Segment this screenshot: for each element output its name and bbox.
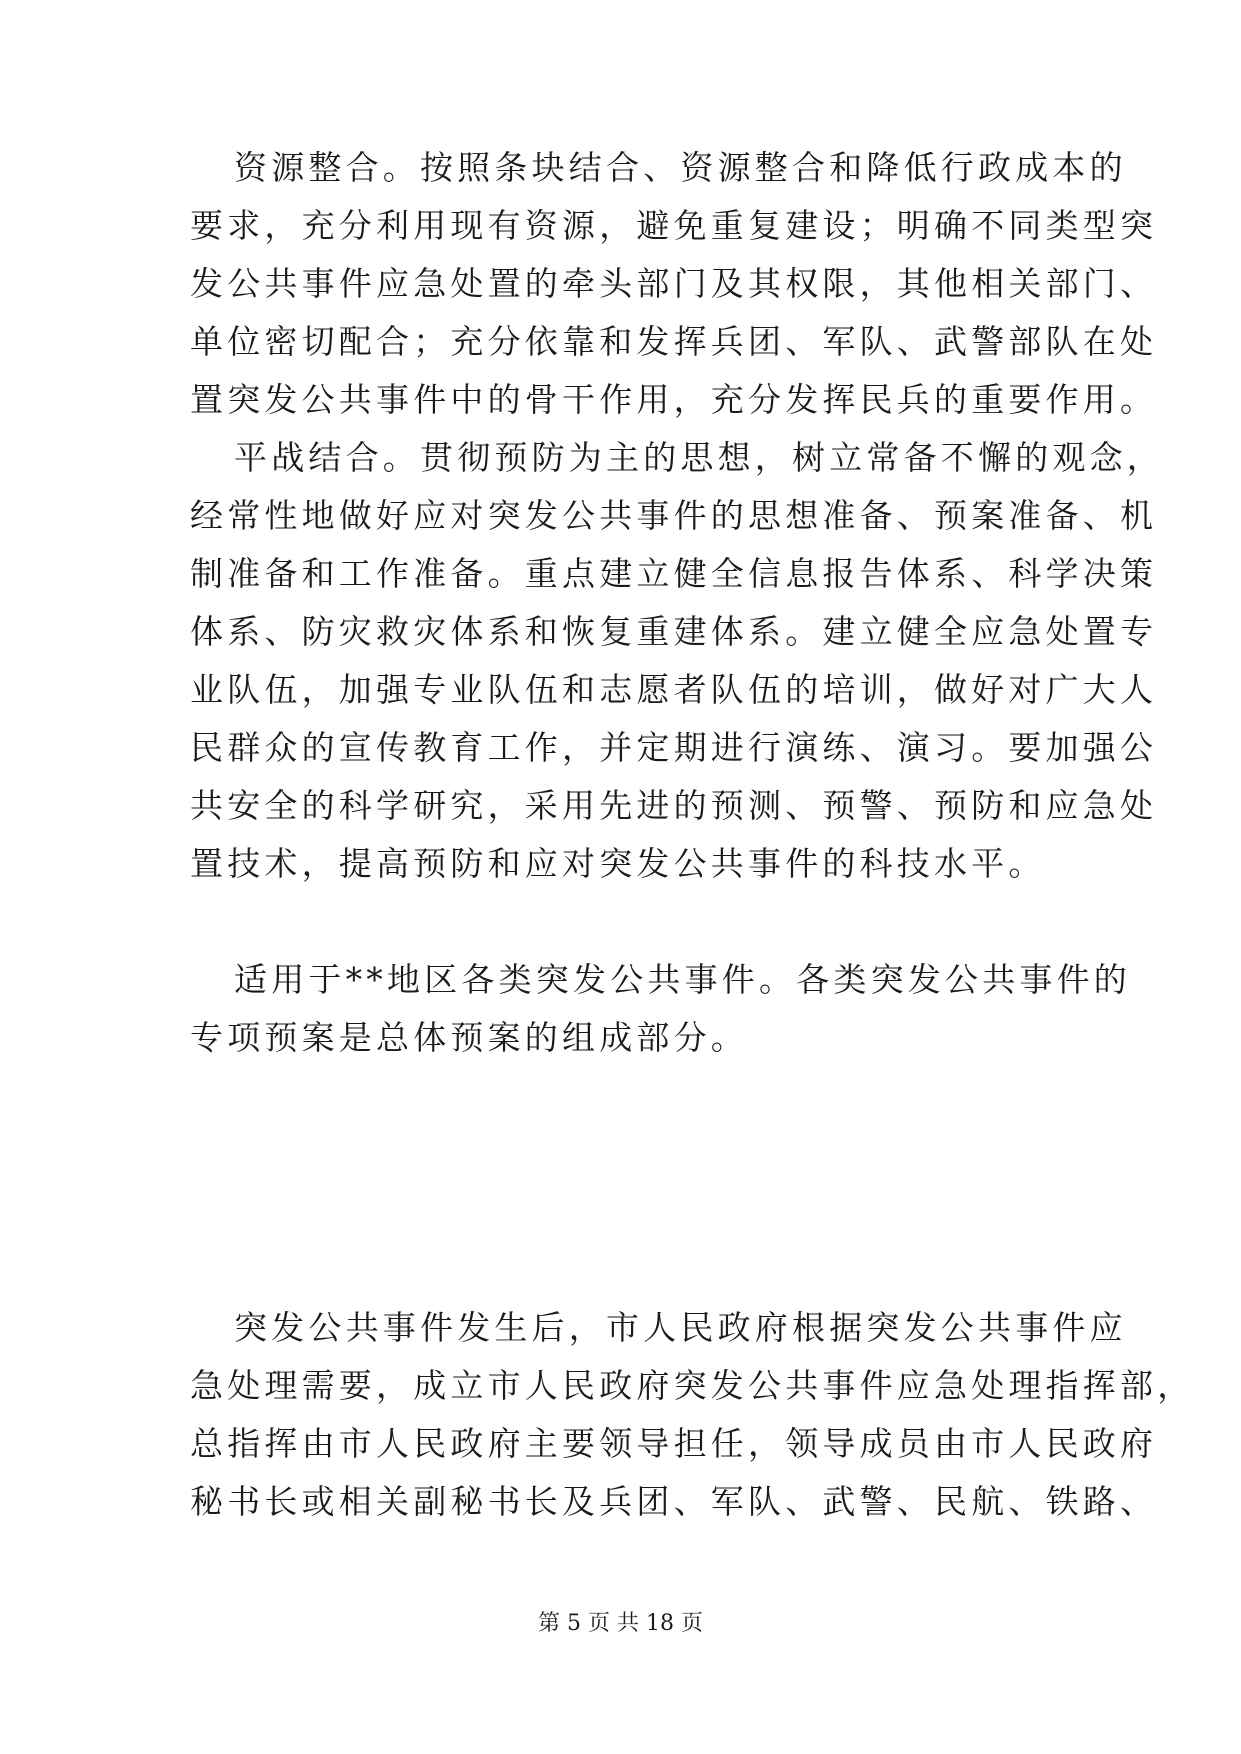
paragraph-line: 体系、防灾救灾体系和恢复重建体系。建立健全应急处置专 bbox=[190, 612, 1158, 651]
paragraph-line: 资源整合。按照条块结合、资源整合和降低行政成本的 bbox=[234, 148, 1127, 187]
paragraph-line: 要求，充分利用现有资源，避免重复建设；明确不同类型突 bbox=[190, 206, 1158, 245]
paragraph-line: 专项预案是总体预案的组成部分。 bbox=[190, 1018, 748, 1057]
paragraph-line: 民群众的宣传教育工作，并定期进行演练、演习。要加强公 bbox=[190, 728, 1158, 767]
page-footer: 第 5 页 共 18 页 bbox=[538, 1611, 703, 1636]
paragraph-line: 单位密切配合；充分依靠和发挥兵团、军队、武警部队在处 bbox=[190, 322, 1158, 361]
paragraph-line: 秘书长或相关副秘书长及兵团、军队、武警、民航、铁路、 bbox=[190, 1482, 1158, 1521]
paragraph-line: 总指挥由市人民政府主要领导担任，领导成员由市人民政府 bbox=[190, 1424, 1158, 1463]
paragraph-line: 发公共事件应急处置的牵头部门及其权限，其他相关部门、 bbox=[190, 264, 1158, 303]
paragraph-line: 经常性地做好应对突发公共事件的思想准备、预案准备、机 bbox=[190, 496, 1158, 535]
paragraph-line: 平战结合。贯彻预防为主的思想，树立常备不懈的观念， bbox=[234, 438, 1164, 477]
paragraph-line: 适用于**地区各类突发公共事件。各类突发公共事件的 bbox=[234, 960, 1131, 999]
paragraph-line: 制准备和工作准备。重点建立健全信息报告体系、科学决策 bbox=[190, 554, 1158, 593]
paragraph-line: 突发公共事件发生后，市人民政府根据突发公共事件应 bbox=[234, 1308, 1127, 1347]
paragraph-line: 共安全的科学研究，采用先进的预测、预警、预防和应急处 bbox=[190, 786, 1158, 825]
paragraph-line: 置技术，提高预防和应对突发公共事件的科技水平。 bbox=[190, 844, 1046, 883]
paragraph-line: 置突发公共事件中的骨干作用，充分发挥民兵的重要作用。 bbox=[190, 380, 1158, 419]
paragraph-line: 急处理需要，成立市人民政府突发公共事件应急处理指挥部， bbox=[190, 1366, 1195, 1405]
paragraph-line: 业队伍，加强专业队伍和志愿者队伍的培训，做好对广大人 bbox=[190, 670, 1158, 709]
